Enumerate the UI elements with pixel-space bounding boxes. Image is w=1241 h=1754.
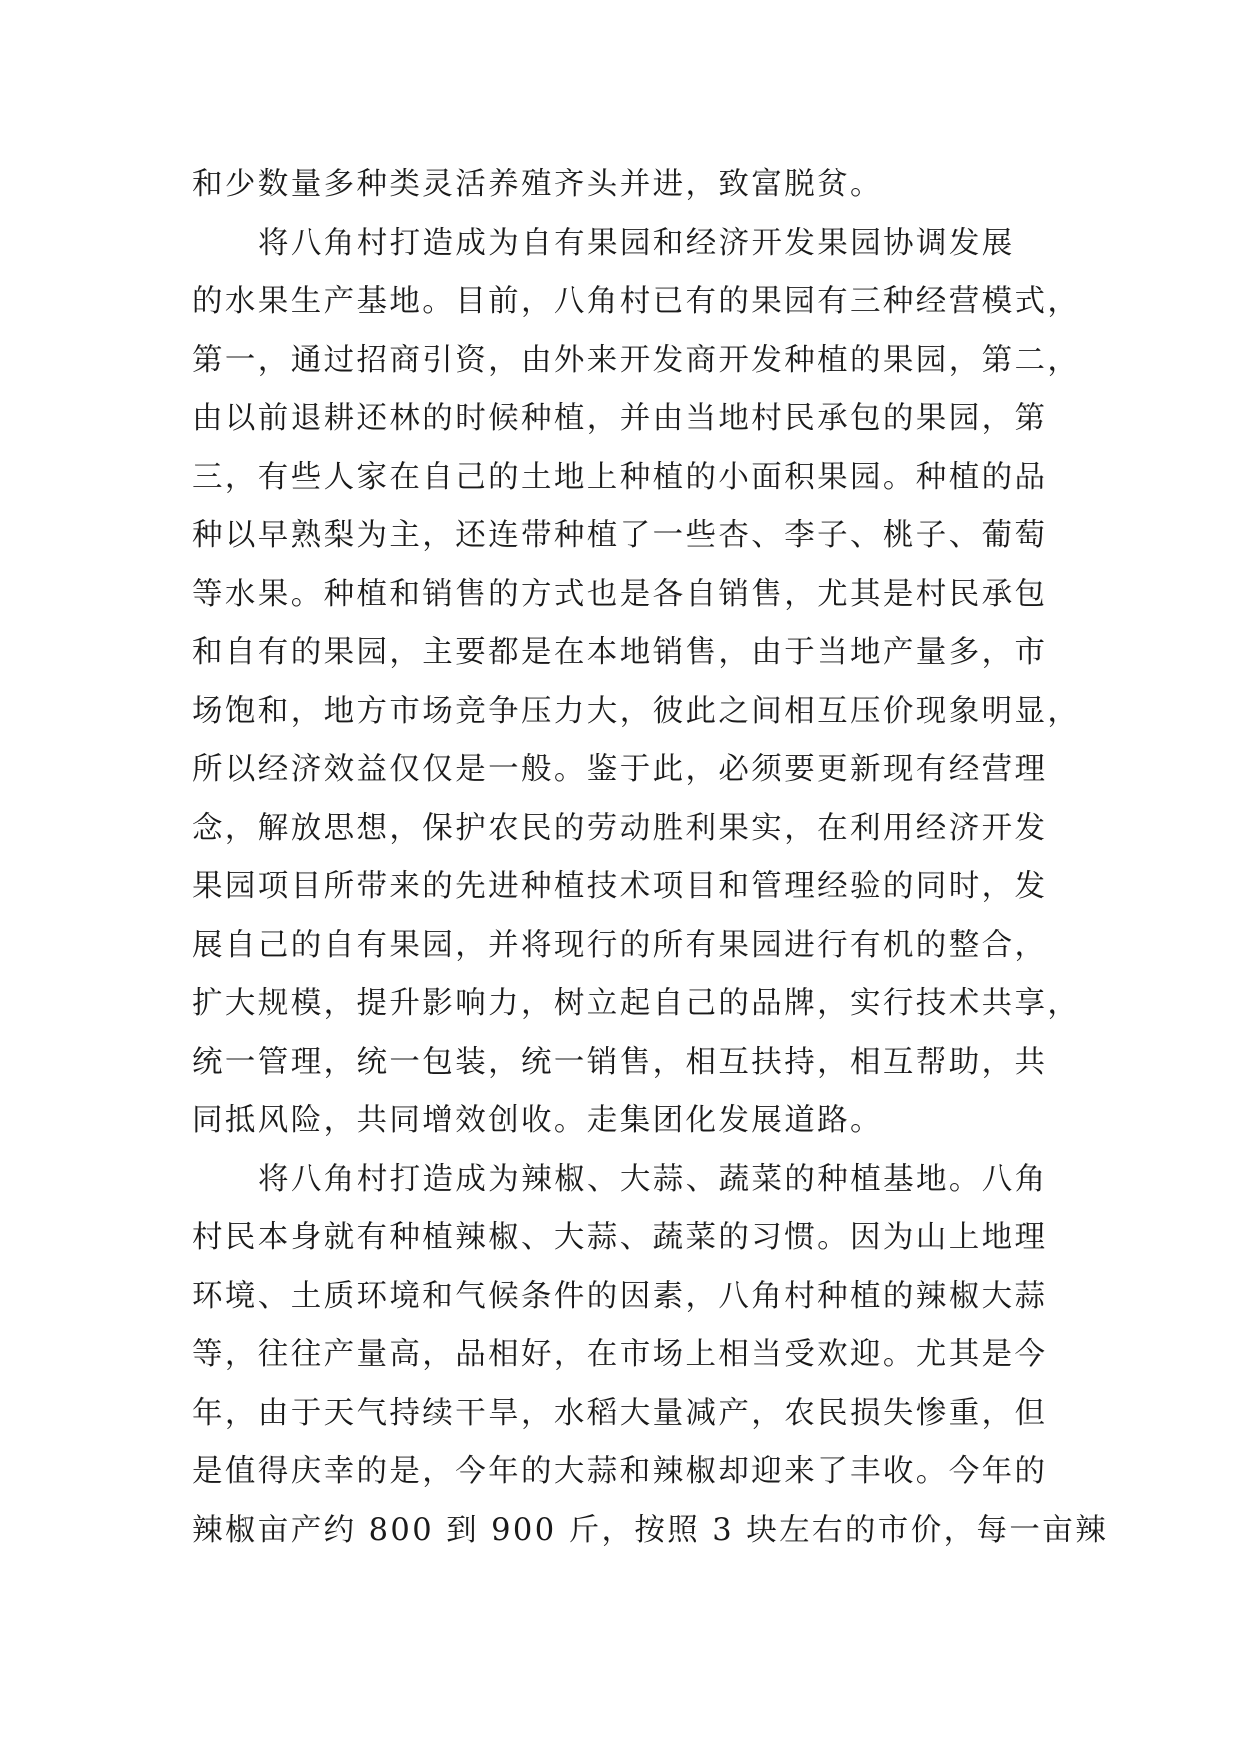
text-line-9: 和自有的果园，主要都是在本地销售，由于当地产量多，市 <box>192 635 1048 670</box>
text-line-8: 等水果。种植和销售的方式也是各自销售，尤其是村民承包 <box>192 576 1048 612</box>
text-line-4: 第一，通过招商引资，由外来开发商开发种植的果园，第二， <box>192 342 1081 378</box>
text-line-19: 村民本身就有种植辣椒、大蒜、蔬菜的习惯。因为山上地理 <box>192 1220 1048 1255</box>
text-line-24: 辣椒亩产约 800 到 900 斤，按照 3 块左右的市价，每一亩辣 <box>192 1512 1109 1548</box>
text-line-14: 展自己的自有果园，并将现行的所有果园进行有机的整合， <box>192 927 1048 963</box>
text-line-2: 将八角村打造成为自有果园和经济开发果园协调发展 <box>258 225 1015 261</box>
text-line-11: 所以经济效益仅仅是一般。鉴于此，必须要更新现有经营理 <box>192 752 1048 787</box>
text-line-20: 环境、土质环境和气候条件的因素，八角村种植的辣椒大蒜 <box>192 1278 1048 1314</box>
text-line-10: 场饱和，地方市场竞争压力大，彼此之间相互压价现象明显， <box>192 693 1081 729</box>
text-line-3: 的水果生产基地。目前，八角村已有的果园有三种经营模式， <box>192 284 1081 319</box>
text-line-12: 念，解放思想，保护农民的劳动胜利果实，在利用经济开发 <box>192 810 1048 846</box>
text-line-1: 和少数量多种类灵活养殖齐头并进，致富脱贫。 <box>192 167 883 202</box>
text-line-21: 等，往往产量高，品相好，在市场上相当受欢迎。尤其是今 <box>192 1337 1048 1372</box>
text-line-6: 三，有些人家在自己的土地上种植的小面积果园。种植的品 <box>192 459 1048 495</box>
text-line-5: 由以前退耕还林的时候种植，并由当地村民承包的果园，第 <box>192 401 1048 436</box>
text-line-22: 年，由于天气持续干旱，水稻大量减产，农民损失惨重，但 <box>192 1395 1048 1431</box>
text-line-16: 统一管理，统一包装，统一销售，相互扶持，相互帮助，共 <box>192 1044 1048 1080</box>
text-line-18: 将八角村打造成为辣椒、大蒜、蔬菜的种植基地。八角 <box>258 1161 1048 1197</box>
text-line-23: 是值得庆幸的是，今年的大蒜和辣椒却迎来了丰收。今年的 <box>192 1454 1048 1489</box>
text-line-7: 种以早熟梨为主，还连带种植了一些杏、李子、桃子、葡萄 <box>192 518 1048 553</box>
body-text <box>192 156 1109 1560</box>
text-line-13: 果园项目所带来的先进种植技术项目和管理经验的同时，发 <box>192 869 1048 904</box>
text-line-17: 同抵风险，共同增效创收。走集团化发展道路。 <box>192 1103 883 1138</box>
text-line-15: 扩大规模，提升影响力，树立起自己的品牌，实行技术共享， <box>192 986 1081 1021</box>
